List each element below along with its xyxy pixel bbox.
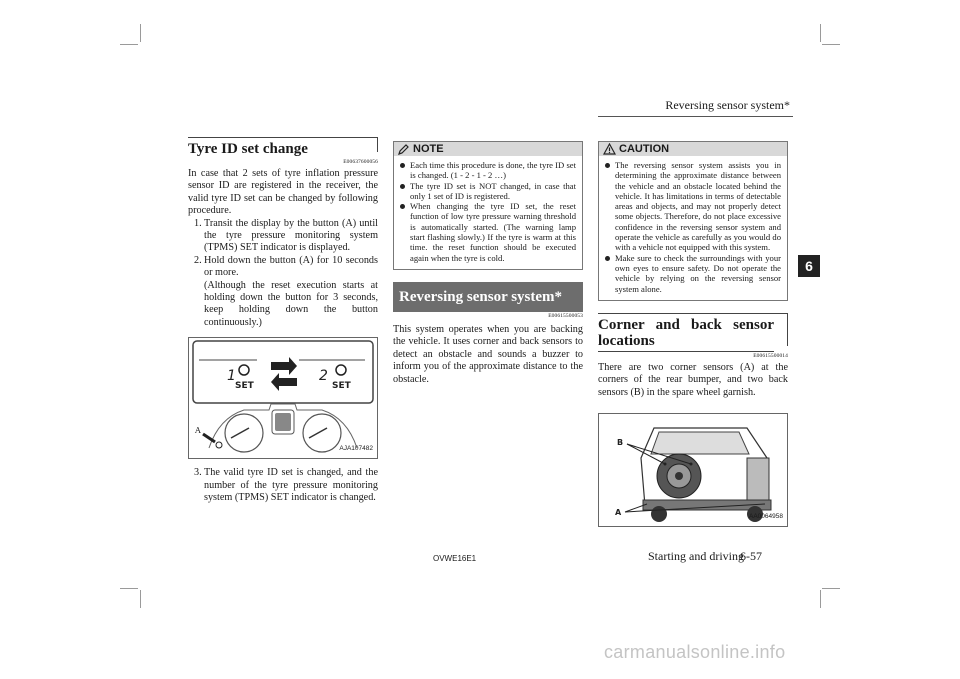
set2-label: SET	[332, 381, 351, 392]
note-item: The tyre ID set is NOT changed, in case that only 1 set of ID is registered.	[400, 181, 576, 202]
set1-number: 1	[227, 368, 236, 385]
document-code: OVWE16E1	[433, 554, 477, 563]
crop-mark	[820, 590, 821, 608]
section-heading: Corner and back sensor locations	[598, 313, 788, 352]
crop-mark	[822, 44, 840, 45]
running-header: Reversing sensor system*	[665, 98, 790, 112]
body-paragraph: There are two corner sensors (A) at the corners of the rear bumper, and two back sensors (B) in the spare wheel garnish.	[598, 361, 788, 398]
tpms-display-figure	[188, 337, 378, 459]
tpms-display-illustration	[189, 338, 377, 458]
left-column	[188, 137, 378, 505]
crop-mark	[120, 588, 138, 589]
callout-a: A	[615, 508, 622, 518]
section-code: E00615500053	[548, 312, 583, 319]
vehicle-rear-illustration	[599, 414, 787, 526]
step-list	[188, 218, 378, 330]
caution-body	[599, 156, 787, 300]
pencil-icon	[398, 144, 410, 155]
crop-mark	[140, 24, 141, 42]
intro-paragraph: In case that 2 sets of tyre inflation pressure sensor ID are registered in the receiver, the valid tyre ID set can be changed by following procedure.	[188, 168, 378, 217]
crop-mark	[140, 590, 141, 608]
figure-label: AA0064958	[749, 512, 783, 520]
section-heading-wrap	[188, 137, 378, 158]
header-rule	[598, 116, 793, 117]
sensor-location-figure	[598, 413, 788, 527]
step-list-continued	[188, 467, 378, 504]
callout-b: B	[617, 438, 624, 448]
step-note: (Although the reset execution starts at holding down the button for 3 seconds, keep holding down the button continuously.)	[204, 279, 378, 328]
caution-item: Make sure to check the surroundings with your own eyes to ensure safety. Do not operate the vehicle by relying on the reversing sensor system alone.	[605, 253, 781, 294]
callout-a: A	[195, 426, 201, 436]
warning-triangle-icon	[603, 143, 616, 155]
crop-mark	[822, 588, 840, 589]
section-heading: Tyre ID set change	[188, 141, 308, 157]
crop-mark	[820, 24, 821, 42]
note-box	[393, 141, 583, 270]
caution-box	[598, 141, 788, 301]
set1-label: SET	[235, 381, 254, 392]
caution-item: The reversing sensor system assists you in determining the approximate distance between the vehicle and an obstacle located behind the vehicle. It has limitations in terms of detectable areas and objects, and may not properly detect some objects. Therefore, do not place excessive confidence in the reversing sensor system and operate the vehicle as carefully as you would do with a vehicle not equipped with this system.	[605, 160, 781, 253]
crop-mark	[120, 44, 138, 45]
note-item: When changing the tyre ID set, the reset function of low tyre pressure warning threshold is automatically started. (The warning lamp start flashing slowly.) If the tyre is warm at this time. the reset function should be executed again when the tyre is cold.	[400, 201, 576, 263]
footer-section: Starting and driving	[648, 549, 744, 563]
step-item: 1. Transit the display by the button (A) until the tyre pressure monitoring system (TPMS) SET indicator is displayed.	[194, 217, 378, 254]
body-paragraph: This system operates when you are backing the vehicle. It uses corner and back sensors to detect an obstacle and sounds a buzzer to inform you of the approximate distance to the obstacle.	[393, 323, 583, 385]
note-item: Each time this procedure is done, the tyre ID set is changed. (1 - 2 - 1 - 2 …)	[400, 160, 576, 181]
section-tab: 6	[798, 255, 820, 277]
section-code: E00615500014	[753, 352, 788, 359]
step-item: 2. Hold down the button (A) for 10 seconds or more.	[194, 254, 378, 279]
caution-header	[599, 142, 787, 156]
figure-label: AJA107482	[339, 444, 373, 452]
note-header	[394, 142, 582, 156]
right-column	[598, 141, 788, 527]
section-banner: Reversing sensor system*	[393, 282, 583, 312]
watermark: carmanualsonline.info	[604, 642, 786, 662]
section-code: E00637600056	[343, 159, 378, 165]
caution-title: CAUTION	[619, 142, 670, 155]
note-title: NOTE	[413, 142, 444, 155]
middle-column	[393, 141, 583, 386]
page-number: 6-57	[740, 549, 762, 563]
step-item: 3. The valid tyre ID set is changed, and the number of the tyre pressure monitoring system (TPMS) SET indicator is changed.	[194, 467, 378, 504]
note-body	[394, 156, 582, 269]
set2-number: 2	[319, 368, 328, 385]
